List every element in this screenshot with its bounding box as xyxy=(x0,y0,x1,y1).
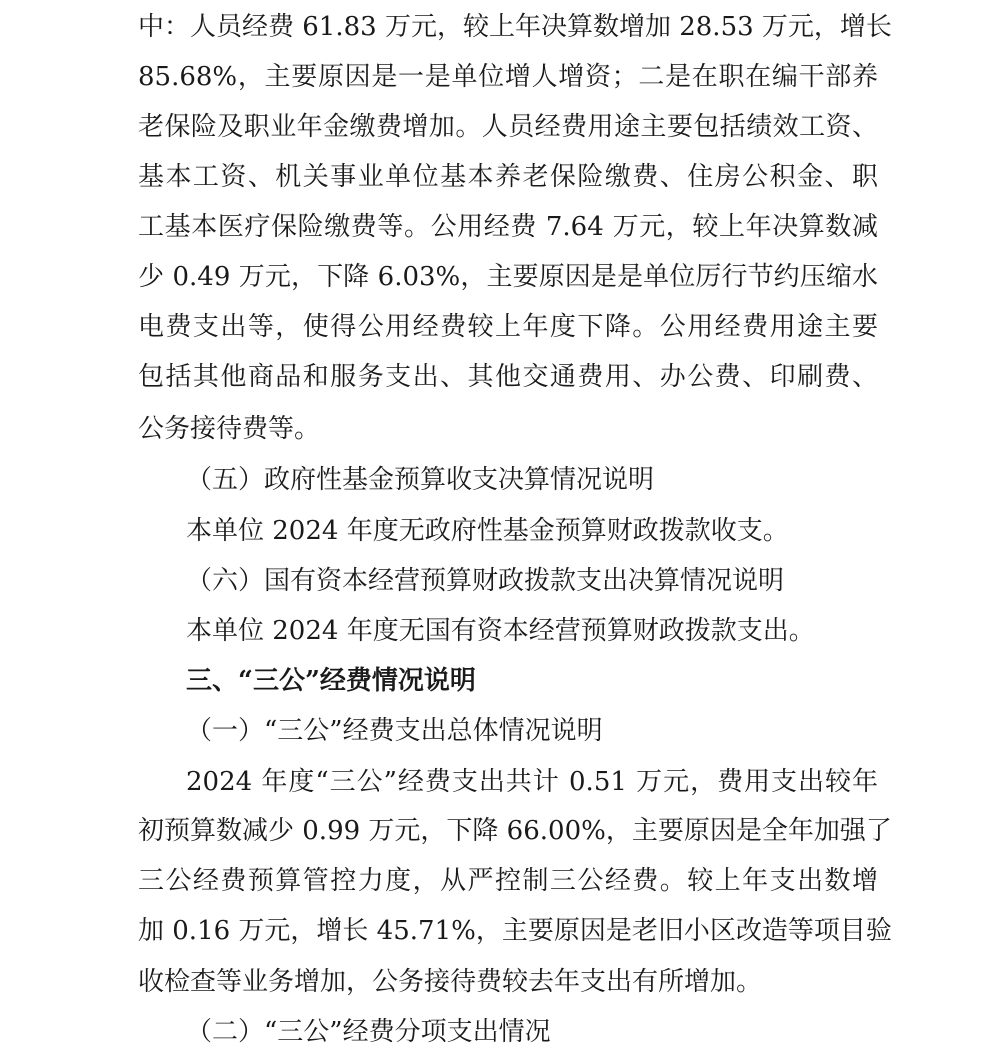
paragraph-line: 加 0.16 万元，增长 45.71%，主要原因是老旧小区改造等项目验 xyxy=(138,916,892,946)
paragraph-line: 2024 年度“三公”经费支出共计 0.51 万元，费用支出较年 xyxy=(186,767,878,797)
paragraph-line: 老保险及职业年金缴费增加。人员经费用途主要包括绩效工资、 xyxy=(138,112,878,142)
paragraph-line: 工基本医疗保险缴费等。公用经费 7.64 万元，较上年决算数减 xyxy=(138,212,878,242)
paragraph-line: 85.68%，主要原因是一是单位增人增资；二是在职在编干部养 xyxy=(138,62,878,92)
subsection-heading: （二）“三公”经费分项支出情况 xyxy=(186,1017,551,1047)
section-text: 本单位 2024 年度无国有资本经营预算财政拨款支出。 xyxy=(186,616,815,646)
section-heading: （五）政府性基金预算收支决算情况说明 xyxy=(186,465,655,495)
part-heading: 三、“三公”经费情况说明 xyxy=(186,666,476,696)
section-text: 本单位 2024 年度无政府性基金预算财政拨款收支。 xyxy=(186,516,789,546)
paragraph-line: 公务接待费等。 xyxy=(138,414,321,444)
paragraph-line: 三公经费预算管控力度，从严控制三公经费。较上年支出数增 xyxy=(138,866,878,896)
paragraph-line: 包括其他商品和服务支出、其他交通费用、办公费、印刷费、 xyxy=(138,362,878,392)
paragraph-line: 中：人员经费 61.83 万元，较上年决算数增加 28.53 万元，增长 xyxy=(138,12,892,42)
paragraph-line: 基本工资、机关事业单位基本养老保险缴费、住房公积金、职 xyxy=(138,162,878,192)
section-heading: （六）国有资本经营预算财政拨款支出决算情况说明 xyxy=(186,566,785,596)
paragraph-line: 初预算数减少 0.99 万元，下降 66.00%，主要原因是全年加强了 xyxy=(138,816,892,846)
paragraph-line: 少 0.49 万元，下降 6.03%，主要原因是是单位厉行节约压缩水 xyxy=(138,262,878,292)
paragraph-line: 收检查等业务增加，公务接待费较去年支出有所增加。 xyxy=(138,967,763,997)
paragraph-line: 电费支出等，使得公用经费较上年度下降。公用经费用途主要 xyxy=(138,312,878,342)
subsection-heading: （一）“三公”经费支出总体情况说明 xyxy=(186,716,603,746)
